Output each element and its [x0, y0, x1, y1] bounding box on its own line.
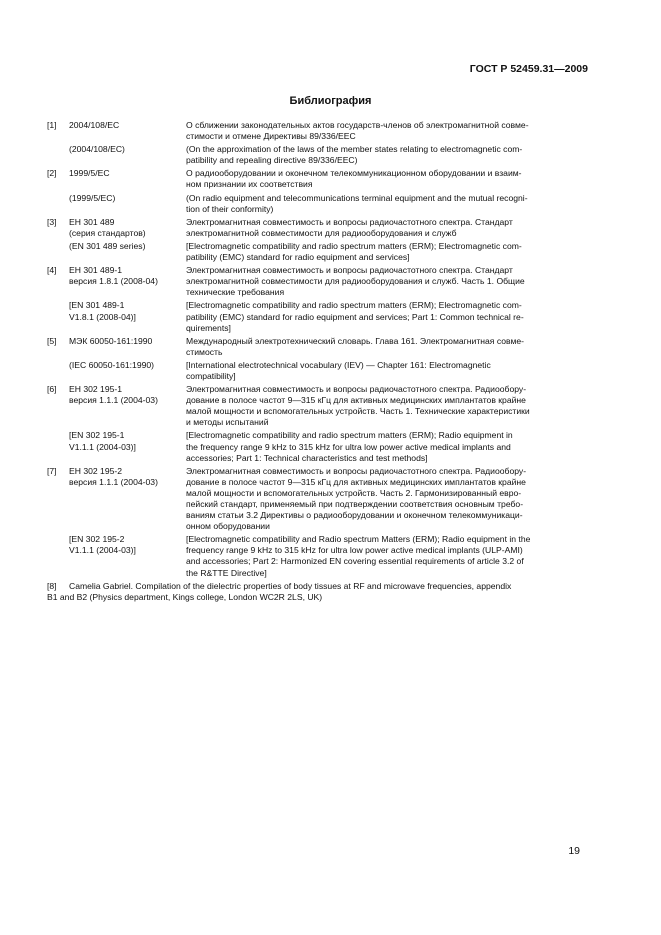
reference-description-line: [Electromagnetic compatibility and radio spectrum matters (ERM); Radio equipment in [186, 430, 513, 441]
reference-description-line: patibility and repealing directive 89/336/EEC) [186, 155, 358, 166]
reference-code-line: V1.8.1 (2008-04)] [69, 311, 136, 322]
reference-description-line: patibility (EMC) standard for radio equipment and services] [186, 252, 410, 263]
reference-description [186, 430, 585, 463]
reference-description-line: онном оборудовании [186, 521, 270, 532]
reference-number: [5] [47, 335, 57, 346]
bibliography-list [47, 120, 585, 605]
reference-description [186, 241, 585, 263]
reference-description-line: ваниям статьи 3.2 Директивы о радиооборудовании и оконечном телекоммуникаци- [186, 510, 523, 521]
reference-description [186, 265, 585, 298]
reference-code-line: версия 1.1.1 (2004-03) [69, 476, 158, 487]
reference-number: [8] [47, 580, 57, 591]
reference-code-line: ЕН 302 195-1 [69, 384, 123, 395]
reference-code-line: версия 1.8.1 (2008-04) [69, 276, 158, 287]
reference-description [186, 384, 585, 428]
reference-description-line: accessories; Part 1: Technical characteristics and test methods] [186, 452, 428, 463]
reference-description-line: электромагнитной совместимости для радиооборудования и служб [186, 227, 457, 238]
reference-item [47, 300, 585, 333]
reference-description-line: и методы испытаний [186, 417, 269, 428]
reference-item [47, 265, 585, 298]
reference-description-line: compatibility] [186, 370, 236, 381]
reference-description-line: Международный электротехнический словарь. Глава 161. Электромагнитная совме- [186, 335, 525, 346]
reference-entry [47, 384, 585, 464]
reference-code-line: (EN 301 489 series) [69, 240, 146, 251]
reference-code-line: 2004/108/ЕС [69, 120, 120, 130]
reference-entry [47, 168, 585, 214]
reference-item [47, 241, 585, 263]
reference-item [47, 430, 585, 463]
reference-item [47, 466, 585, 533]
reference-code-line: (2004/108/ЕС) [69, 144, 125, 155]
reference-code [47, 193, 186, 215]
reference-description-line: О радиооборудовании и оконечном телекоммуникационном оборудовании и взаим- [186, 168, 522, 179]
reference-description [186, 360, 585, 382]
reference-code [47, 241, 186, 263]
reference-entry [47, 466, 585, 579]
reference-description-line: стимость [186, 346, 223, 357]
reference-entry [47, 217, 585, 263]
reference-code-line: (серия стандартов) [69, 227, 146, 238]
reference-code [47, 144, 186, 166]
reference-code-line: (IEC 60050-161:1990) [69, 359, 155, 370]
reference-description-line: Электромагнитная совместимость и вопросы радиочастотного спектра. Радиообору- [186, 465, 527, 476]
reference-description-line: Электромагнитная совместимость и вопросы радиочастотного спектра. Стандарт [186, 216, 513, 227]
reference-code-line: V1.1.1 (2004-03)] [69, 441, 136, 452]
reference-item [47, 120, 585, 142]
reference-description-line: дование в полосе частот 9—315 кГц для активных медицинских имплантатов крайне [186, 476, 526, 487]
reference-description-line: the frequency range 9 kHz to 315 kHz for ultra low power active medical implants and [186, 441, 511, 452]
reference-description [186, 300, 585, 333]
reference-description-line: пейский стандарт, применяемый при подтверждении соответствия основным требо- [186, 499, 524, 509]
page-number: 19 [568, 845, 580, 857]
reference-description-line: электромагнитной совместимости для радиооборудования и служб. Часть 1. Общие [186, 276, 525, 287]
reference-description-line: О сближении законодательных актов государств-членов об электромагнитной совме- [186, 120, 529, 130]
reference-description-line: [International electrotechnical vocabulary (IEV) — Chapter 161: Electromagnetic [186, 359, 491, 370]
reference-description-line: quirements] [186, 322, 231, 333]
reference-number: [6] [47, 384, 57, 395]
reference-item [47, 360, 585, 382]
reference-description-line: дование в полосе частот 9—315 кГц для активных медицинских имплантатов крайне [186, 395, 526, 406]
reference-description-line: Электромагнитная совместимость и вопросы радиочастотного спектра. Радиообору- [186, 384, 527, 395]
reference-description [186, 217, 585, 239]
reference-description-line: технические требования [186, 287, 285, 298]
reference-description-line: Camelia Gabriel. Compilation of the dielectric properties of body tissues at RF and microwave frequencies, appendix [69, 580, 512, 591]
reference-description-line: the R&TTE Directive] [186, 567, 267, 578]
reference-description [186, 466, 585, 533]
reference-item [47, 217, 585, 239]
reference-code-line: 1999/5/ЕС [69, 168, 110, 179]
reference-description [47, 581, 585, 603]
reference-description [186, 144, 585, 166]
reference-code-line: ЕН 301 489 [69, 216, 115, 227]
reference-description-line: patibility (EMC) standard for radio equipment and services; Part 1: Common technical re- [186, 311, 524, 322]
reference-item [47, 384, 585, 428]
reference-code [47, 300, 186, 333]
reference-description-line: стимости и отмене Директивы 89/336/ЕЕС [186, 131, 356, 142]
reference-entry [47, 120, 585, 166]
reference-item [47, 534, 585, 578]
document-code: ГОСТ Р 52459.31—2009 [469, 63, 588, 75]
reference-number: [3] [47, 216, 57, 227]
reference-item [47, 336, 585, 358]
reference-entry [47, 581, 585, 603]
reference-code-line: ЕН 302 195-2 [69, 465, 123, 476]
reference-code-line: ЕН 301 489-1 [69, 265, 123, 276]
reference-description-line: tion of their conformity) [186, 203, 274, 214]
reference-entry [47, 336, 585, 382]
reference-description [186, 336, 585, 358]
reference-description-line: frequency range 9 kHz to 315 kHz for ultra low power active medical implants (ULP-AMI) [186, 545, 523, 556]
reference-item [47, 168, 585, 190]
reference-description-line: (On the approximation of the laws of the member states relating to electromagnetic com- [186, 144, 523, 155]
reference-code [47, 430, 186, 463]
reference-code [47, 360, 186, 382]
reference-description-line: малой мощности и вспомогательных устройств. Часть 2. Гармонизированный евро- [186, 487, 522, 498]
page-title: Библиография [289, 95, 372, 107]
reference-entry [47, 265, 585, 334]
reference-item [47, 193, 585, 215]
reference-code-line: (1999/5/ЕС) [69, 192, 116, 203]
reference-description [186, 168, 585, 190]
reference-code-line: [EN 301 489-1 [69, 300, 125, 311]
reference-description-line: ном признании их соответствия [186, 179, 313, 190]
reference-code-line: [EN 302 195-1 [69, 430, 125, 441]
reference-description-line: (On radio equipment and telecommunications terminal equipment and the mutual recogni- [186, 192, 528, 203]
reference-code-line: МЭК 60050-161:1990 [69, 335, 153, 346]
reference-code-line: [EN 302 195-2 [69, 534, 125, 545]
reference-description [186, 193, 585, 215]
reference-description [186, 120, 585, 142]
reference-number: [2] [47, 168, 57, 179]
reference-description-line: [Electromagnetic compatibility and radio spectrum matters (ERM); Electromagnetic com- [186, 240, 522, 251]
reference-number: [4] [47, 265, 57, 276]
reference-description-line: малой мощности и вспомогательных устройств. Часть 1. Технические характеристики [186, 406, 530, 417]
reference-code [47, 534, 186, 578]
reference-code-line: V1.1.1 (2004-03)] [69, 545, 136, 556]
reference-description-line: [Electromagnetic compatibility and radio spectrum matters (ERM); Electromagnetic com- [186, 300, 522, 311]
reference-description-line: Электромагнитная совместимость и вопросы радиочастотного спектра. Стандарт [186, 265, 513, 276]
reference-code-line: версия 1.1.1 (2004-03) [69, 395, 158, 406]
reference-description-line: [Electromagnetic compatibility and Radio spectrum Matters (ERM); Radio equipment in the [186, 534, 531, 545]
reference-description-line: B1 and B2 (Physics department, Kings college, London WC2R 2LS, UK) [47, 591, 323, 602]
reference-description [186, 534, 585, 578]
reference-number: [1] [47, 120, 57, 130]
reference-item [47, 144, 585, 166]
reference-description-line: and accessories; Part 2: Harmonized EN covering essential requirements of article 3.2 of [186, 556, 524, 567]
reference-number: [7] [47, 465, 57, 476]
